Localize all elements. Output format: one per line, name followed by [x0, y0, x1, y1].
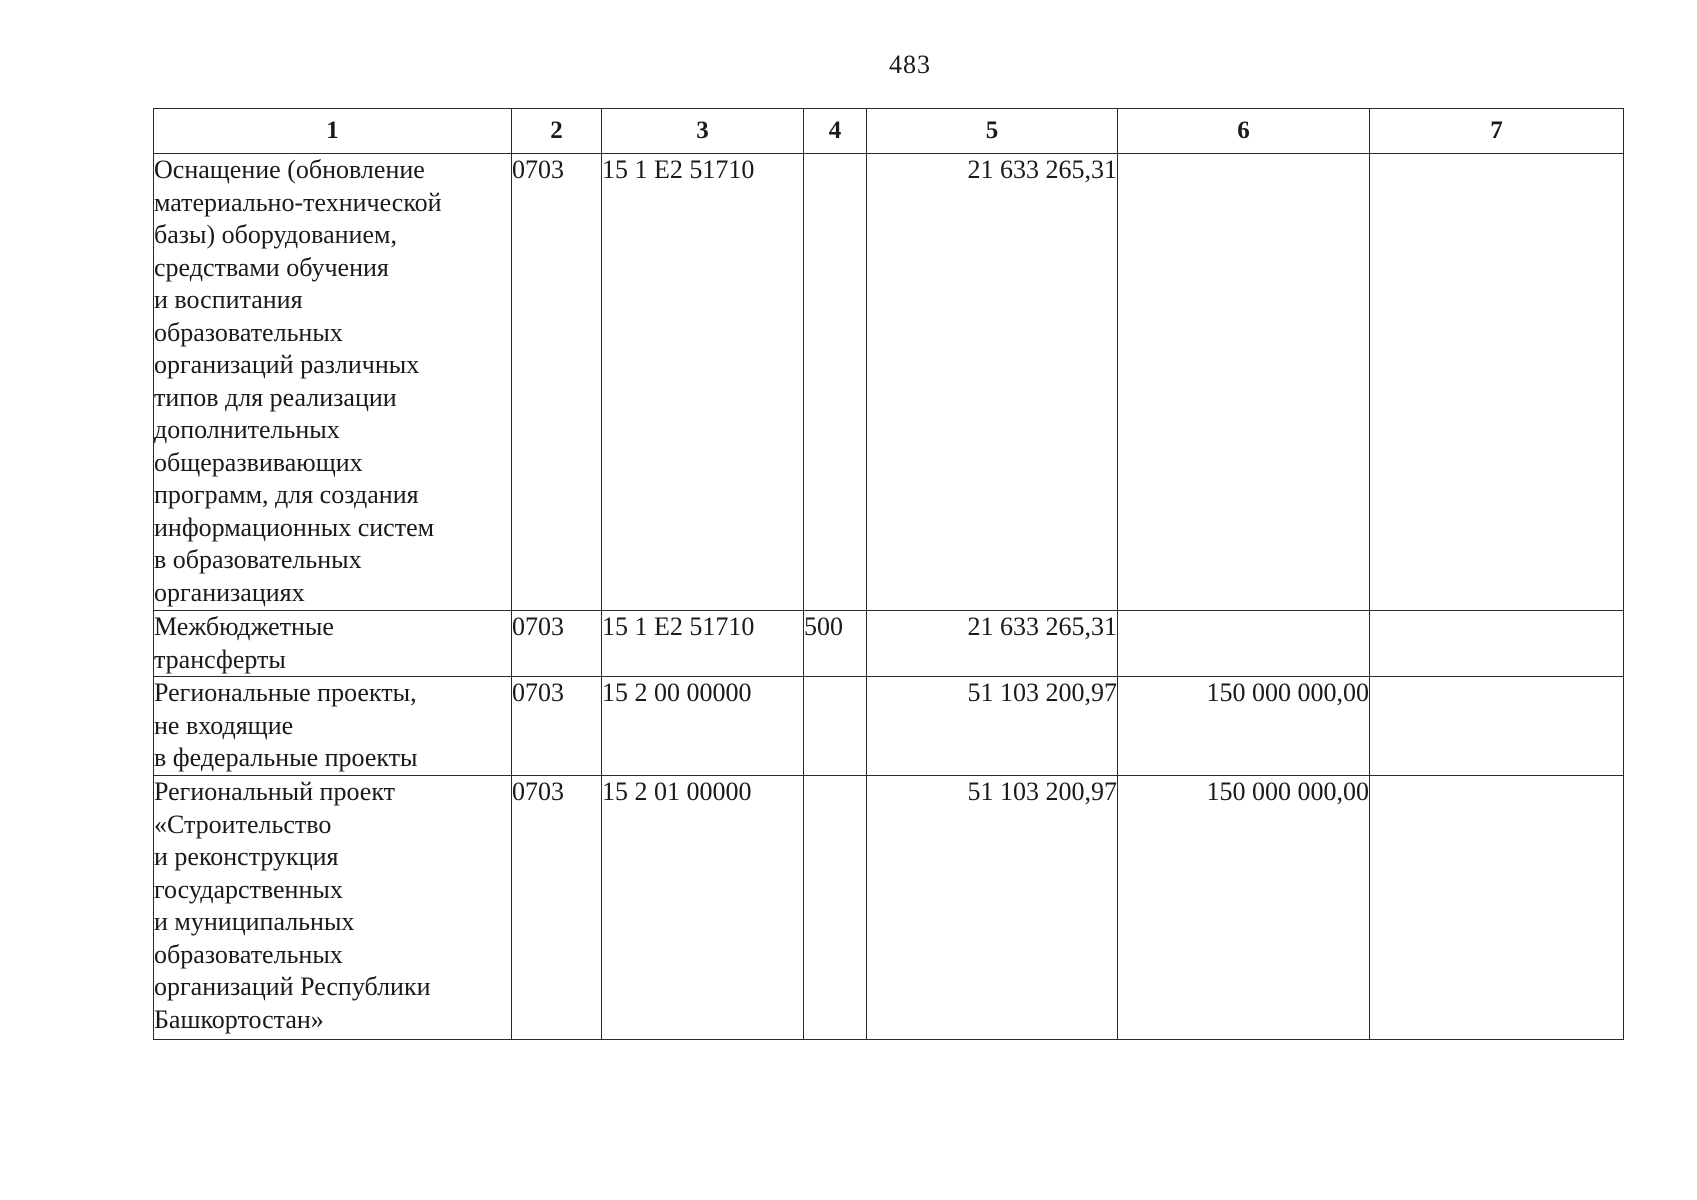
item-name-line: Региональный проект: [154, 777, 395, 806]
target-article-cell: 15 1 E2 51710: [602, 611, 804, 677]
target-article-cell: 15 2 01 00000: [602, 776, 804, 1040]
column-header: 1: [154, 109, 512, 154]
expense-type-cell: 500: [804, 611, 867, 677]
target-article-cell: 15 2 00 00000: [602, 677, 804, 776]
expense-type-cell: [804, 677, 867, 776]
column-header: 2: [512, 109, 602, 154]
amount-2-cell: 150 000 000,00: [1118, 677, 1370, 776]
item-name-line: материально-технической: [154, 187, 442, 217]
expense-type-cell: [804, 154, 867, 611]
item-name-line: «Строительство: [154, 809, 332, 839]
item-name-cell: [154, 677, 512, 776]
amount-1-cell: 51 103 200,97: [867, 776, 1118, 1040]
item-name-line: организаций Республики: [154, 972, 431, 1001]
amount-1-cell: 21 633 265,31: [867, 154, 1118, 611]
amount-1-cell: 21 633 265,31: [867, 611, 1118, 677]
item-name-line: государственных: [154, 874, 343, 904]
item-name-line: и воспитания: [154, 285, 303, 314]
item-name-line: образовательных: [154, 939, 343, 969]
item-name-line: дополнительных: [154, 415, 340, 444]
budget-table: [153, 108, 1624, 1040]
item-name-line: программ, для создания: [154, 480, 419, 509]
item-name-line: Региональные проекты,: [154, 678, 417, 707]
section-code-cell: 0703: [512, 776, 602, 1040]
target-article-cell: 15 1 E2 51710: [602, 154, 804, 611]
item-name-line: организаций различных: [154, 350, 420, 379]
column-header: 6: [1118, 109, 1370, 154]
amount-2-cell: 150 000 000,00: [1118, 776, 1370, 1040]
amount-3-cell: [1370, 154, 1624, 611]
item-name-line: средствами обучения: [154, 252, 389, 282]
column-header: 5: [867, 109, 1118, 154]
item-name-line: не входящие: [154, 710, 294, 740]
amount-3-cell: [1370, 611, 1624, 677]
item-name-line: образовательных: [154, 317, 343, 347]
item-name-line: типов для реализации: [154, 382, 397, 412]
amount-2-cell: [1118, 154, 1370, 611]
item-name-line: Межбюджетные: [154, 612, 334, 641]
amount-3-cell: [1370, 677, 1624, 776]
item-name-cell: [154, 776, 512, 1040]
item-name-line: трансферты: [154, 644, 286, 674]
section-code-cell: 0703: [512, 611, 602, 677]
column-header: 3: [602, 109, 804, 154]
item-name-line: базы) оборудованием,: [154, 220, 397, 249]
item-name-line: и реконструкция: [154, 842, 339, 871]
page-number: 483: [889, 50, 931, 79]
section-code-cell: 0703: [512, 677, 602, 776]
column-header: 7: [1370, 109, 1624, 154]
item-name-line: Оснащение (обновление: [154, 155, 425, 184]
item-name-line: и муниципальных: [154, 907, 355, 936]
header-row: [154, 109, 1624, 154]
item-name-line: общеразвивающих: [154, 447, 363, 477]
table-row: [154, 154, 1624, 611]
amount-2-cell: [1118, 611, 1370, 677]
amount-1-cell: 51 103 200,97: [867, 677, 1118, 776]
expense-type-cell: [804, 776, 867, 1040]
section-code-cell: 0703: [512, 154, 602, 611]
item-name-line: в федеральные проекты: [154, 743, 418, 772]
amount-3-cell: [1370, 776, 1624, 1040]
item-name-line: организациях: [154, 577, 305, 607]
table-row: [154, 611, 1624, 677]
item-name-line: Башкортостан»: [154, 1004, 324, 1034]
table-row: [154, 776, 1624, 1040]
column-header: 4: [804, 109, 867, 154]
item-name-cell: [154, 154, 512, 611]
table-row: [154, 677, 1624, 776]
item-name-cell: [154, 611, 512, 677]
item-name-line: в образовательных: [154, 545, 362, 574]
item-name-line: информационных систем: [154, 512, 435, 542]
